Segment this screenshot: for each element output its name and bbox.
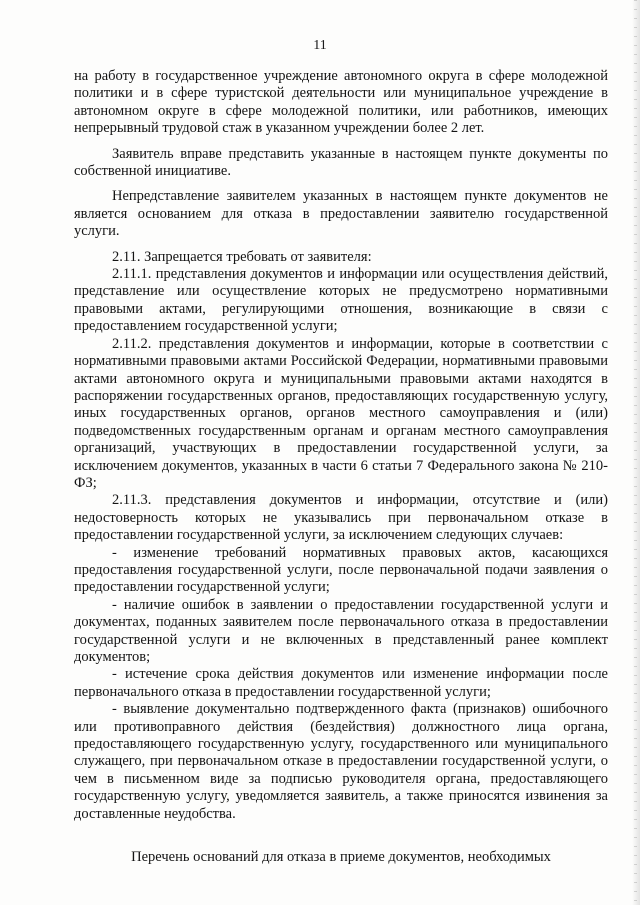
clause-2-11: 2.11. Запрещается требовать от заявителя: [112,248,372,265]
clause-2-11-1: 2.11.1. представления документов и информации или осуществления действий, представление или осуществление которых не предусмотрено нормативными правовыми актами, регулирующими отношения, возникающие в связи с предоставлением государственной услуги; [74,266,608,335]
exception-item-document-expiry: - истечение срока действия документов или изменение информации после первоначального отказа в предоставлении государственной услуги; [74,666,608,700]
clause-2-11-2: 2.11.2. представления документов и информации, которые в соответствии с нормативными правовыми актами Российской Федерации, нормативными правовыми актами автономного округа и муниципальными правовыми актами находятся в распоряжении государственных органов, предоставляющих государственную услугу, иных государственных органов, органов местного самоуправления и (или) подведомственных государственным органам и органам местного самоуправления организаций, участвующих в предоставлении государственной услуги, за исключением документов, указанных в части 6 статьи 7 Федерального закона № 210-ФЗ; [74,335,608,491]
section-heading: Перечень оснований для отказа в приеме документов, необходимых [131,849,551,866]
scan-edge-artifacts [634,0,637,905]
exception-item-requirements-change: - изменение требований нормативных правовых актов, касающихся предоставления государственной услуги, после первоначальной подачи заявления о предоставлении государственной услуги; [74,544,608,596]
exception-item-official-misconduct: - выявление документально подтвержденного факта (признаков) ошибочного или противоправного действия (бездействия) должностного лица органа, предоставляющего государственную услугу, государственного или муниципального служащего, при первоначальном отказе в предоставлении государственной услуги, о чем в письменном виде за подписью руководителя органа, предоставляющего государственную услугу, уведомляется заявитель, а также приносятся извинения за доставленные неудобства. [74,701,608,822]
paragraph-non-submission: Непредставление заявителем указанных в настоящем пункте документов не является основанием для отказа в предоставлении заявителю государственной услуги. [74,188,608,240]
paragraph-continuation: на работу в государственное учреждение автономного округа в сфере молодежной политики и в сфере туристской деятельности или муниципальное учреждение в автономном округе в сфере молодежной политики, или работников, имеющих непрерывный трудовой стаж в указанном учреждении более 2 лет. [74,68,608,137]
document-body [74,68,608,866]
paragraph-own-initiative: Заявитель вправе представить указанные в настоящем пункте документы по собственной инициативе. [74,145,608,180]
exception-item-application-errors: - наличие ошибок в заявлении о предоставлении государственной услуги и документах, поданных заявителем после первоначального отказа в предоставлении государственной услуги и не включенных в представленный ранее комплект документов; [74,596,608,665]
clause-2-11-3: 2.11.3. представления документов и информации, отсутствие и (или) недостоверность которых не указывались при первоначальном отказе в предоставлении государственной услуги, за исключением следующих случаев: [74,492,608,544]
page-number: 11 [313,38,327,53]
